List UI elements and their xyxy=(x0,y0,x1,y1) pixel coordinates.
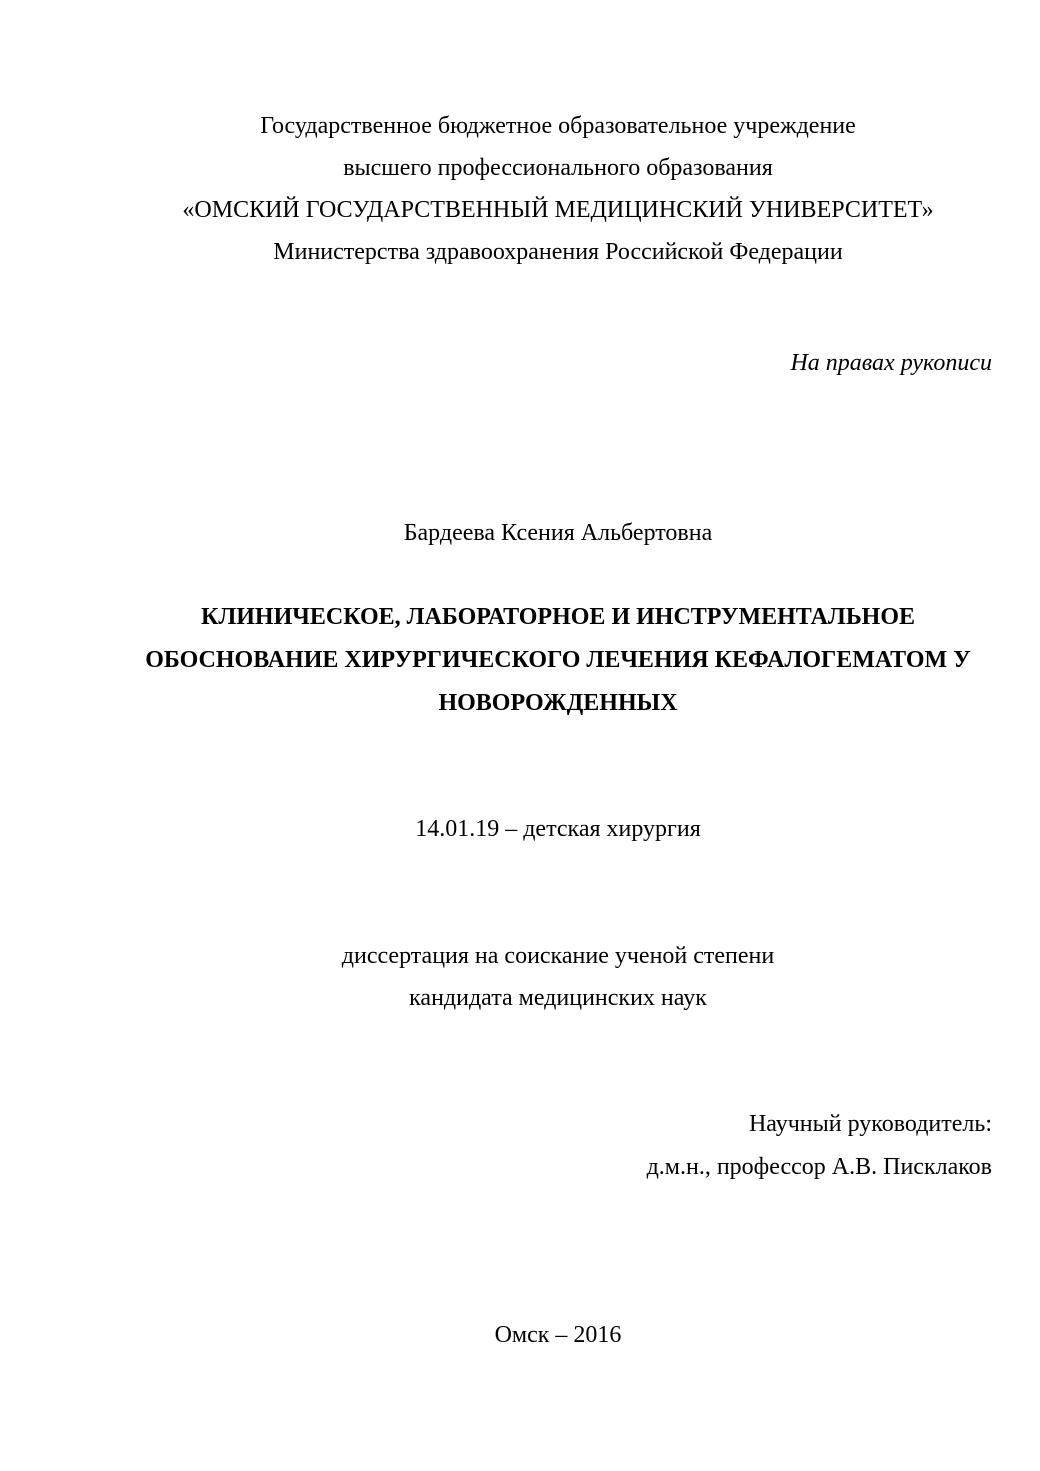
title-line-1: КЛИНИЧЕСКОЕ, ЛАБОРАТОРНОЕ И ИНСТРУМЕНТАЛЬНОЕ xyxy=(200,604,916,630)
title-line-2: ОБОСНОВАНИЕ ХИРУРГИЧЕСКОГО ЛЕЧЕНИЯ КЕФАЛОГЕМАТОМ У xyxy=(145,647,971,673)
specialty: 14.01.19 – детская хирургия xyxy=(415,816,701,842)
supervisor-name: д.м.н., профессор А.В. Писклаков xyxy=(646,1154,992,1180)
institution-line-2: высшего профессионального образования xyxy=(343,155,773,181)
supervisor-label: Научный руководитель: xyxy=(748,1111,992,1137)
degree-line-1: диссертация на соискание ученой степени xyxy=(341,943,775,969)
institution-line-4: Министерства здравоохранения Российской Федерации xyxy=(273,239,843,265)
title-line-3: НОВОРОЖДЕННЫХ xyxy=(438,690,678,716)
manuscript-note: На правах рукописи xyxy=(790,350,992,376)
degree-line-2: кандидата медицинских наук xyxy=(409,985,707,1011)
institution-name: «ОМСКИЙ ГОСУДАРСТВЕННЫЙ МЕДИЦИНСКИЙ УНИВЕРСИТЕТ» xyxy=(182,197,934,223)
place-year: Омск – 2016 xyxy=(494,1322,622,1348)
institution-line-1: Государственное бюджетное образовательное учреждение xyxy=(260,113,856,139)
author-name: Бардеева Ксения Альбертовна xyxy=(403,520,713,546)
